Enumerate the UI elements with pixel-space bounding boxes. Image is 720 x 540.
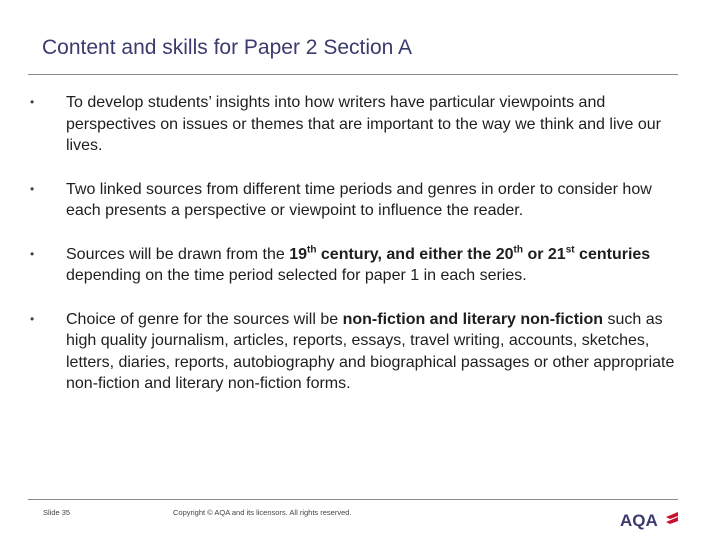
bullet-item	[30, 309, 685, 395]
footer-divider	[28, 499, 678, 500]
copyright-notice: Copyright © AQA and its licensors. All rights reserved.	[173, 508, 352, 517]
bullet-text: Two linked sources from different time periods and genres in order to consider how each presents a perspective or viewpoint to influence the reader.	[66, 180, 652, 219]
bullet-list	[30, 92, 685, 417]
bullet-text: To develop students’ insights into how writers have particular viewpoints and perspectives on issues or themes that are important to the way we think and live our lives.	[66, 94, 661, 154]
bullet-marker: •	[30, 311, 35, 326]
aqa-logo-text: AQA	[620, 511, 658, 530]
bullet-text-end: depending on the time period selected for paper 1 in each series.	[66, 267, 527, 284]
aqa-logo	[618, 508, 682, 530]
bullet-marker: •	[30, 181, 35, 196]
title-divider	[28, 74, 678, 75]
bullet-marker: •	[30, 95, 35, 109]
bullet-item	[30, 92, 685, 157]
bullet-text-start: Choice of genre for the sources will be	[66, 310, 343, 328]
bullet-text-start: Sources will be drawn from the	[66, 245, 290, 263]
bold-century-19: 19th century, and either the 20th or 21st centuries	[289, 244, 651, 263]
bold-genre: non-fiction and literary non-fiction	[342, 310, 604, 328]
slide-number: Slide 35	[43, 508, 71, 517]
bullet-text-end: such as high quality journalism, articles, reports, essays, travel writing, accounts, sketches, letters, diaries, reports, autobiography and biographical passages or other appropriate non-fiction and literary non-fiction forms.	[66, 310, 675, 392]
slide-title: Content and skills for Paper 2 Section A	[42, 36, 413, 59]
bullet-item	[30, 244, 685, 287]
bullet-item	[30, 179, 685, 222]
bullet-marker: •	[30, 246, 35, 261]
